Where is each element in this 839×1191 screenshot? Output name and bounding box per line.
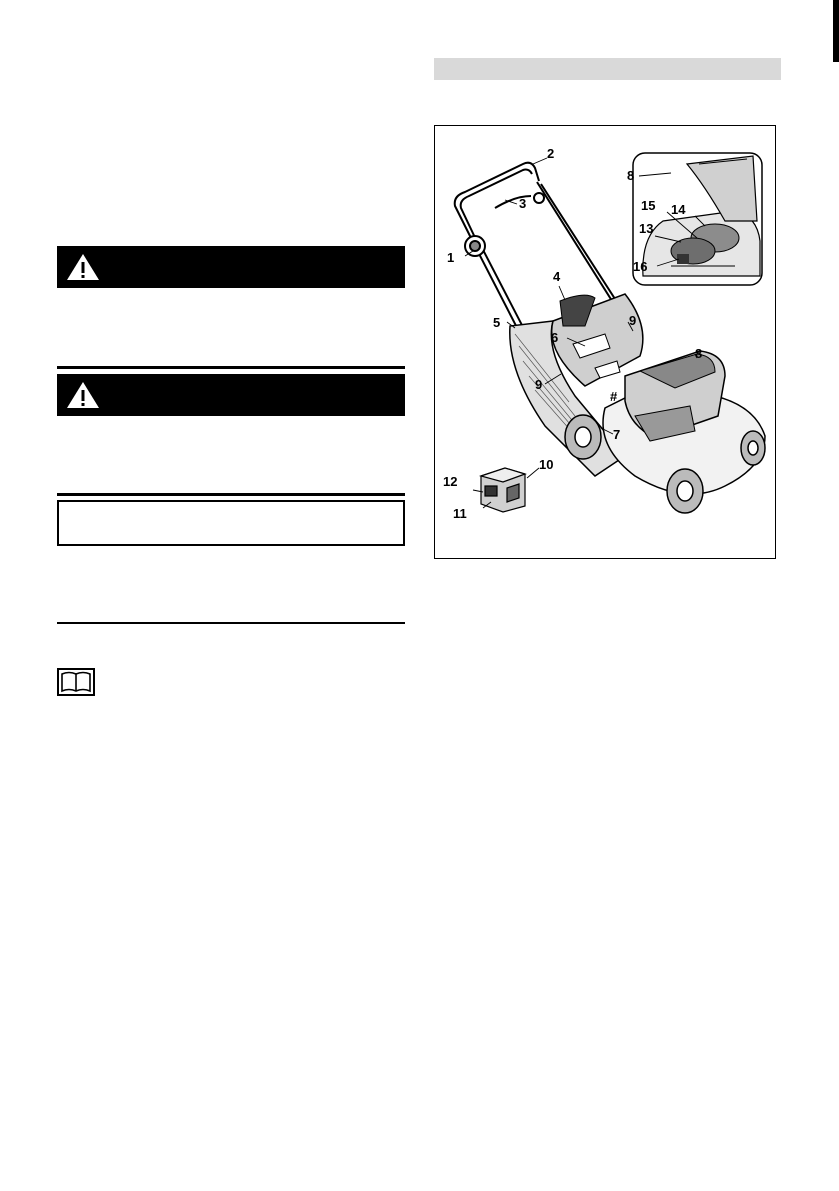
section-header-bar — [434, 58, 781, 80]
callout-4: 4 — [553, 269, 561, 284]
callout-8-battery-cover: 8 — [695, 346, 703, 361]
battery-pack — [481, 468, 525, 512]
callout-9-left: 9 — [535, 377, 543, 392]
callout-9-right: 9 — [629, 313, 637, 328]
callout-8-inset: 8 — [627, 168, 635, 183]
warning-bar-2 — [57, 374, 405, 416]
warning-triangle-icon — [65, 251, 101, 283]
callout-13: 13 — [639, 221, 654, 236]
callout-7: 7 — [613, 427, 621, 442]
open-book-icon — [57, 668, 95, 696]
callout-10: 10 — [539, 457, 554, 472]
callout-12: 12 — [443, 474, 458, 489]
callout-2: 2 — [547, 146, 555, 161]
callout-3: 3 — [519, 196, 527, 211]
callout-16: 16 — [633, 259, 648, 274]
callout-hash: # — [610, 389, 618, 404]
separator-rule-1 — [57, 366, 405, 369]
separator-rule-2 — [57, 493, 405, 496]
mower-illustration — [435, 126, 775, 558]
callout-5: 5 — [493, 315, 501, 330]
separator-rule-3 — [57, 622, 405, 624]
callout-11: 11 — [453, 506, 467, 521]
warning-triangle-icon — [65, 379, 101, 411]
warning-bar-1 — [57, 246, 405, 288]
note-box — [57, 500, 405, 546]
callout-6: 6 — [551, 330, 559, 345]
page-edge-marker — [833, 0, 839, 62]
callout-15: 15 — [641, 198, 656, 213]
mower-figure — [434, 125, 776, 559]
callout-14: 14 — [671, 202, 686, 217]
callout-1: 1 — [447, 250, 455, 265]
